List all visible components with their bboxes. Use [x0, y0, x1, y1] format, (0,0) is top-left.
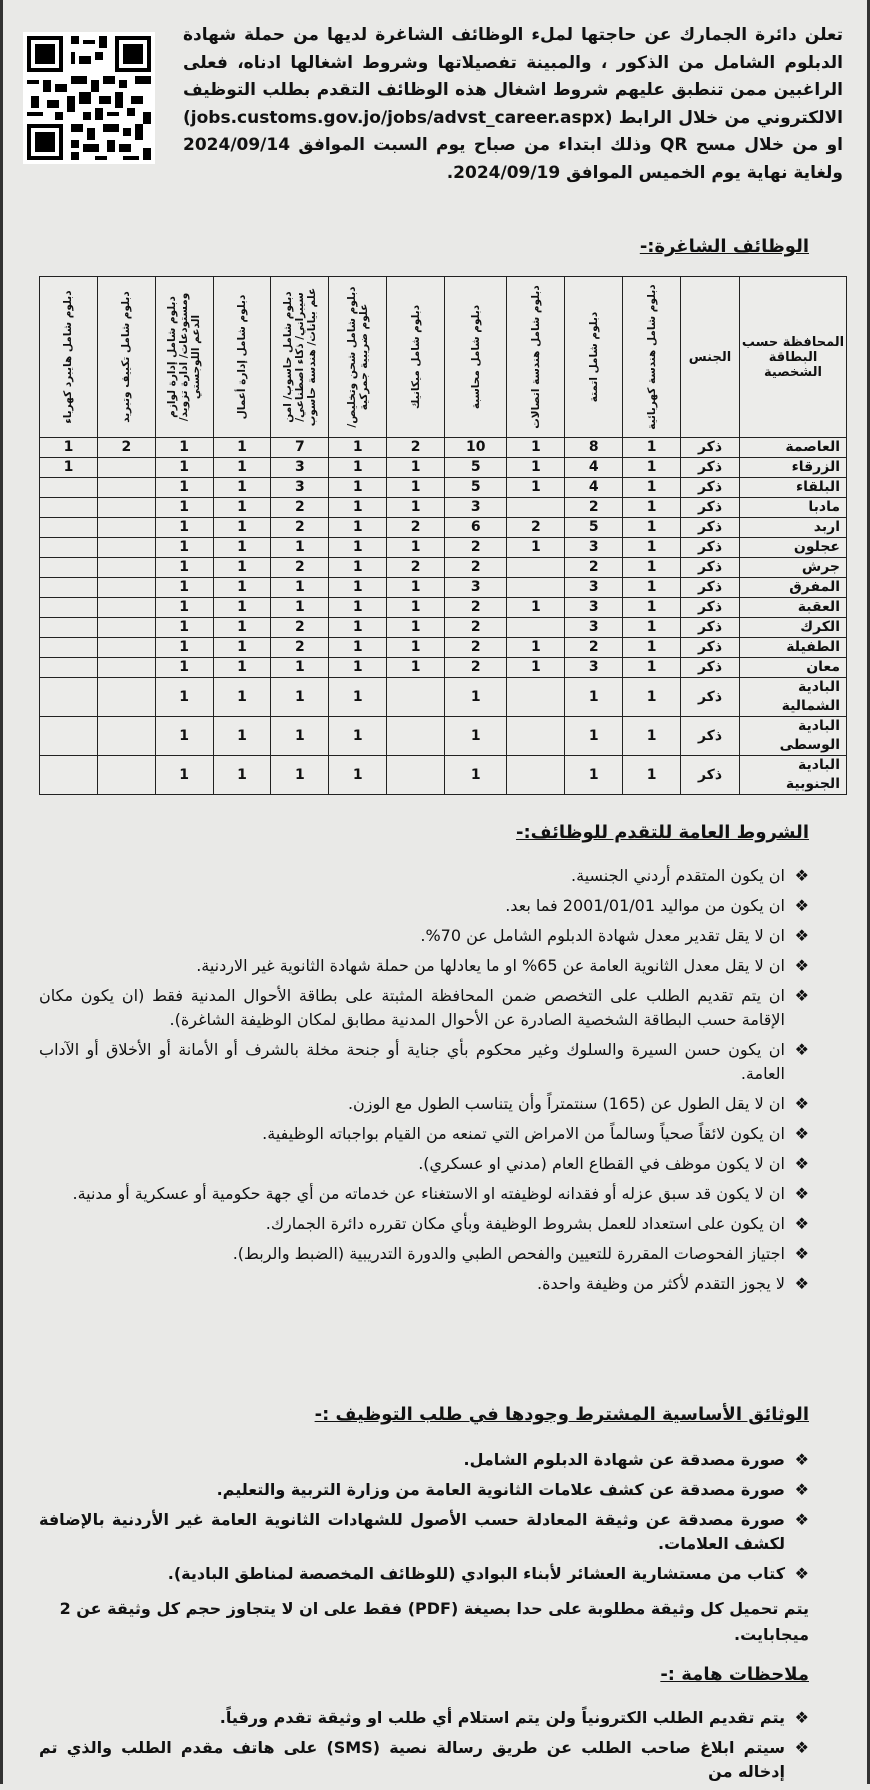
table-cell: 1: [623, 438, 681, 458]
table-cell: 1: [507, 458, 565, 478]
table-cell: 1: [271, 658, 329, 678]
bullet-icon: ❖: [794, 1040, 809, 1059]
table-cell: [507, 756, 565, 795]
table-cell: ذكر: [681, 658, 740, 678]
table-cell: 1: [271, 678, 329, 717]
notes-heading: ملاحظات هامة :-: [660, 1664, 809, 1685]
table-cell: [97, 678, 155, 717]
documents-list: [39, 1448, 809, 1592]
table-cell: 1: [40, 458, 98, 478]
bullet-icon: ❖: [794, 1184, 809, 1203]
table-cell: 1: [271, 756, 329, 795]
table-cell: 1: [329, 756, 387, 795]
table-cell: 1: [155, 558, 213, 578]
table-cell: [97, 518, 155, 538]
table-cell: 1: [623, 756, 681, 795]
table-cell: [40, 538, 98, 558]
table-cell: ذكر: [681, 756, 740, 795]
table-cell: 1: [271, 717, 329, 756]
table-cell: 1: [329, 478, 387, 498]
table-cell: 1: [155, 438, 213, 458]
table-cell: [97, 458, 155, 478]
table-cell: 2: [97, 438, 155, 458]
table-cell: 1: [387, 578, 445, 598]
table-header-cell: دبلوم شامل محاسبة: [445, 277, 507, 438]
table-cell: 2: [565, 558, 623, 578]
table-cell: 1: [213, 756, 271, 795]
table-cell: 1: [507, 538, 565, 558]
table-cell: 1: [623, 678, 681, 717]
table-cell: 1: [213, 558, 271, 578]
condition-item: ❖ لا يجوز التقدم لأكثر من وظيفة واحدة.: [39, 1272, 809, 1296]
table-cell: 2: [271, 498, 329, 518]
table-cell: 4: [565, 478, 623, 498]
bullet-icon: ❖: [794, 1214, 809, 1233]
bullet-icon: ❖: [794, 926, 809, 945]
table-cell: 1: [329, 678, 387, 717]
conditions-heading: الشروط العامة للتقدم للوظائف:-: [515, 822, 809, 843]
table-cell: 7: [271, 438, 329, 458]
table-cell: 3: [565, 658, 623, 678]
table-cell: [97, 578, 155, 598]
table-cell: 3: [565, 538, 623, 558]
table-cell: 2: [507, 518, 565, 538]
table-cell: 1: [329, 498, 387, 518]
table-cell: 1: [213, 458, 271, 478]
table-cell: 3: [565, 618, 623, 638]
bullet-icon: ❖: [794, 1480, 809, 1499]
table-cell: 3: [565, 598, 623, 618]
table-header-cell: دبلوم شامل حاسوب/ امن سيبراني/ ذكاء اصطناعي/ علم بيانات/ هندسة حاسوب: [271, 277, 329, 438]
table-cell: 1: [623, 658, 681, 678]
table-cell: 1: [507, 598, 565, 618]
table-header-cell: دبلوم شامل اتمتة: [565, 277, 623, 438]
table-cell: ذكر: [681, 478, 740, 498]
table-row: [40, 638, 847, 658]
table-cell: الكرك: [740, 618, 847, 638]
table-cell: 1: [387, 618, 445, 638]
table-cell: البادية الجنوبية: [740, 756, 847, 795]
table-cell: ذكر: [681, 578, 740, 598]
table-cell: ذكر: [681, 618, 740, 638]
table-cell: 3: [445, 578, 507, 598]
table-cell: البادية الوسطى: [740, 717, 847, 756]
table-cell: 1: [329, 618, 387, 638]
table-cell: 1: [565, 717, 623, 756]
table-cell: 5: [445, 478, 507, 498]
table-cell: 1: [155, 578, 213, 598]
bullet-icon: ❖: [794, 986, 809, 1005]
conditions-list: [39, 864, 809, 1302]
documents-note: يتم تحميل كل وثيقة مطلوبة على حدا بصيغة (PDF) فقط على ان لا يتجاوز حجم كل وثيقة عن 2 ميجابايت.: [59, 1599, 809, 1644]
table-cell: 1: [155, 478, 213, 498]
jobs-heading: الوظائف الشاغرة:-: [639, 236, 809, 257]
table-row: [40, 458, 847, 478]
table-cell: مادبا: [740, 498, 847, 518]
bullet-icon: ❖: [794, 1738, 809, 1757]
condition-item: ❖ ان يكون لائقاً صحياً وسالماً من الامراض التي تمنعه من القيام بواجباته الوظيفية.: [39, 1122, 809, 1146]
bullet-icon: ❖: [794, 1510, 809, 1529]
table-cell: 1: [155, 638, 213, 658]
table-cell: [507, 717, 565, 756]
table-cell: [97, 756, 155, 795]
table-cell: 1: [213, 498, 271, 518]
table-cell: 1: [623, 538, 681, 558]
table-header-cell: دبلوم شامل هندسة كهربائية: [623, 277, 681, 438]
table-cell: 2: [271, 638, 329, 658]
table-cell: 2: [387, 438, 445, 458]
table-header-cell: الجنس: [681, 277, 740, 438]
intro-paragraph: تعلن دائرة الجمارك عن حاجتها لملء الوظائف الشاغرة لديها من حملة شهادة الدبلوم الشامل من الذكور ، والمبينة تفصيلاتها وشروط اشغالها ادناه، فعلى الراغبين ممن تنطبق عليهم شروط اشغال هذه الوظائف التقدم بطلب التوظيف الالكتروني من خلال الرابط (jobs.customs.gov.jo/jobs/advst_career.aspx) او من خلال مسح QR وذلك ابتداء من صباح يوم السبت الموافق 2024/09/14 ولغاية نهاية يوم الخميس الموافق 2024/09/19.: [183, 25, 843, 183]
condition-item: ❖ ان لا يكون قد سبق عزله أو فقدانه لوظيفته او الاستغناء عن خدماته من أي جهة حكومية أو عسكرية أو مدنية.: [39, 1182, 809, 1206]
table-cell: [97, 598, 155, 618]
table-cell: [97, 638, 155, 658]
table-cell: ذكر: [681, 558, 740, 578]
table-row: [40, 578, 847, 598]
table-cell: ذكر: [681, 717, 740, 756]
table-cell: 1: [565, 678, 623, 717]
table-cell: 1: [387, 538, 445, 558]
table-cell: [97, 478, 155, 498]
bullet-icon: ❖: [794, 896, 809, 915]
table-cell: [40, 498, 98, 518]
table-cell: العاصمة: [740, 438, 847, 458]
table-cell: 1: [213, 658, 271, 678]
condition-item: ❖ ان لا يقل تقدير معدل شهادة الدبلوم الشامل عن 70%.: [39, 924, 809, 948]
table-cell: ذكر: [681, 538, 740, 558]
table-row: [40, 558, 847, 578]
table-cell: 3: [271, 458, 329, 478]
table-cell: 1: [507, 638, 565, 658]
table-cell: 1: [213, 598, 271, 618]
table-cell: ذكر: [681, 438, 740, 458]
table-cell: 1: [213, 518, 271, 538]
table-cell: 2: [565, 498, 623, 518]
bullet-icon: ❖: [794, 1564, 809, 1583]
table-cell: 1: [623, 578, 681, 598]
note-item: ❖ يتم تقديم الطلب الكترونياً ولن يتم استلام أي طلب او وثيقة تقدم ورقياً.: [39, 1706, 809, 1730]
table-cell: ذكر: [681, 458, 740, 478]
table-cell: [40, 578, 98, 598]
table-cell: 1: [623, 498, 681, 518]
table-cell: [387, 756, 445, 795]
bullet-icon: ❖: [794, 1450, 809, 1469]
table-cell: الطفيلة: [740, 638, 847, 658]
table-cell: 1: [155, 498, 213, 518]
qr-code-icon[interactable]: [23, 32, 155, 164]
note-item: ❖ سيتم ابلاغ صاحب الطلب عن طريق رسالة نصية (SMS) على هاتف مقدم الطلب والذي تم إدخاله من: [39, 1738, 809, 1781]
table-cell: 1: [213, 717, 271, 756]
condition-item: ❖ ان لا يقل معدل الثانوية العامة عن 65% او ما يعادلها من حملة شهادة الثانوية غير الاردنية.: [39, 954, 809, 978]
table-cell: [97, 558, 155, 578]
table-cell: الزرقاء: [740, 458, 847, 478]
table-cell: 1: [387, 478, 445, 498]
table-cell: 1: [445, 717, 507, 756]
table-cell: 1: [155, 678, 213, 717]
table-cell: 2: [387, 558, 445, 578]
table-header-cell: دبلوم شامل إدارة لوازم ومستودعات/ ادارة تزويد/ الدعم اللوجستي: [155, 277, 213, 438]
table-cell: 2: [271, 558, 329, 578]
table-row: [40, 598, 847, 618]
table-row: [40, 658, 847, 678]
table-cell: [40, 518, 98, 538]
table-cell: [507, 678, 565, 717]
condition-item: ❖ ان يكون على استعداد للعمل بشروط الوظيفة وبأي مكان تقرره دائرة الجمارك.: [39, 1212, 809, 1236]
table-cell: [97, 717, 155, 756]
table-cell: [40, 618, 98, 638]
table-cell: 1: [213, 538, 271, 558]
table-header-cell: دبلوم شامل هايبرد كهرباء: [40, 277, 98, 438]
bullet-icon: ❖: [794, 956, 809, 975]
table-cell: 1: [387, 458, 445, 478]
table-header-cell: دبلوم شامل ميكانيك: [387, 277, 445, 438]
table-cell: 1: [623, 598, 681, 618]
table-cell: 2: [271, 518, 329, 538]
table-cell: 1: [387, 498, 445, 518]
table-header-cell: دبلوم شامل هندسة اتصالات: [507, 277, 565, 438]
table-cell: 1: [329, 438, 387, 458]
table-cell: 1: [445, 678, 507, 717]
table-cell: 1: [155, 518, 213, 538]
table-cell: 3: [271, 478, 329, 498]
table-cell: [40, 678, 98, 717]
table-cell: 1: [565, 756, 623, 795]
table-cell: 1: [623, 458, 681, 478]
bullet-icon: ❖: [794, 1244, 809, 1263]
condition-item: ❖ ان يتم تقديم الطلب على التخصص ضمن المحافظة المثبتة على بطاقة الأحوال المدنية فقط (ان يكون مكان الإقامة حسب البطاقة الشخصية الصادرة عن الأحوال المدنية مطابق لمكان الوظيفة الشاغرة).: [39, 986, 809, 1029]
table-cell: [97, 538, 155, 558]
table-cell: 2: [445, 598, 507, 618]
table-cell: 2: [271, 618, 329, 638]
table-cell: 2: [387, 518, 445, 538]
table-cell: 1: [507, 438, 565, 458]
table-row: [40, 538, 847, 558]
table-cell: 1: [40, 438, 98, 458]
table-cell: 1: [623, 558, 681, 578]
table-cell: [387, 678, 445, 717]
condition-item: ❖ ان لا يقل الطول عن (165) سنتمتراً وأن يتناسب الطول مع الوزن.: [39, 1092, 809, 1116]
table-cell: 1: [329, 558, 387, 578]
table-row: [40, 518, 847, 538]
document-item: ❖ كتاب من مستشارية العشائر لأبناء البوادي (للوظائف المخصصة لمناطق البادية).: [39, 1562, 809, 1586]
table-cell: [40, 717, 98, 756]
table-cell: 1: [271, 538, 329, 558]
bullet-icon: ❖: [794, 1124, 809, 1143]
table-cell: 1: [213, 438, 271, 458]
table-cell: العقبة: [740, 598, 847, 618]
table-cell: [40, 756, 98, 795]
table-cell: 1: [213, 578, 271, 598]
table-cell: 1: [329, 638, 387, 658]
table-cell: 1: [155, 458, 213, 478]
table-row: [40, 618, 847, 638]
table-cell: 1: [623, 518, 681, 538]
table-cell: 1: [329, 578, 387, 598]
table-header-cell: المحافظة حسب البطاقة الشخصية: [740, 277, 847, 438]
table-cell: 1: [623, 717, 681, 756]
table-cell: 5: [565, 518, 623, 538]
table-cell: ذكر: [681, 638, 740, 658]
table-cell: 1: [155, 717, 213, 756]
table-cell: 1: [387, 638, 445, 658]
table-cell: [40, 598, 98, 618]
table-row: [40, 438, 847, 458]
table-cell: 10: [445, 438, 507, 458]
table-row: [40, 478, 847, 498]
table-cell: 1: [623, 638, 681, 658]
table-cell: 1: [155, 598, 213, 618]
table-cell: ذكر: [681, 498, 740, 518]
table-cell: [40, 638, 98, 658]
table-cell: 1: [213, 678, 271, 717]
table-cell: [97, 618, 155, 638]
table-header-cell: دبلوم شامل شحن وتخليص/ علوم ضريبية جمركية: [329, 277, 387, 438]
bullet-icon: ❖: [794, 1274, 809, 1293]
table-cell: [507, 498, 565, 518]
table-cell: البلقاء: [740, 478, 847, 498]
table-cell: 1: [329, 538, 387, 558]
table-cell: 1: [155, 658, 213, 678]
table-cell: 1: [623, 618, 681, 638]
table-cell: 1: [445, 756, 507, 795]
table-cell: [97, 658, 155, 678]
table-cell: 2: [445, 638, 507, 658]
bullet-icon: ❖: [794, 1094, 809, 1113]
table-cell: [97, 498, 155, 518]
table-cell: 4: [565, 458, 623, 478]
table-row: [40, 678, 847, 717]
table-cell: 1: [329, 458, 387, 478]
table-cell: 1: [329, 518, 387, 538]
table-row: [40, 498, 847, 518]
table-row: [40, 756, 847, 795]
table-cell: 3: [565, 578, 623, 598]
table-cell: 2: [445, 538, 507, 558]
table-cell: 1: [329, 658, 387, 678]
table-cell: 1: [155, 756, 213, 795]
table-cell: المفرق: [740, 578, 847, 598]
document-item: ❖ صورة مصدقة عن شهادة الدبلوم الشامل.: [39, 1448, 809, 1472]
table-cell: [40, 558, 98, 578]
table-cell: 2: [445, 618, 507, 638]
table-cell: ذكر: [681, 518, 740, 538]
table-cell: اربد: [740, 518, 847, 538]
notes-list: [39, 1706, 809, 1790]
table-header-cell: دبلوم شامل تكييف وتبريد: [97, 277, 155, 438]
table-cell: 1: [623, 478, 681, 498]
table-header-cell: دبلوم شامل إدارة أعمال: [213, 277, 271, 438]
table-cell: 1: [155, 618, 213, 638]
table-cell: 1: [271, 598, 329, 618]
condition-item: ❖ ان يكون حسن السيرة والسلوك وغير محكوم بأي جناية أو جنحة مخلة بالشرف أو الأمانة أو الأخلاق أو الآداب العامة.: [39, 1040, 809, 1083]
bullet-icon: ❖: [794, 866, 809, 885]
table-cell: جرش: [740, 558, 847, 578]
document-item: ❖ صورة مصدقة عن وثيقة المعادلة حسب الأصول للشهادات الثانوية العامة غير الأردنية بالإضافة لكشف العلامات.: [39, 1510, 809, 1553]
condition-item: ❖ ان يكون المتقدم أردني الجنسية.: [39, 864, 809, 888]
table-cell: 1: [329, 717, 387, 756]
table-cell: البادية الشمالية: [740, 678, 847, 717]
table-cell: 3: [445, 498, 507, 518]
table-cell: 1: [507, 478, 565, 498]
bullet-icon: ❖: [794, 1154, 809, 1173]
table-cell: 2: [445, 658, 507, 678]
table-cell: 1: [213, 618, 271, 638]
table-cell: عجلون: [740, 538, 847, 558]
condition-item: ❖ ان يكون من مواليد 2001/01/01 فما بعد.: [39, 894, 809, 918]
condition-item: ❖ ان لا يكون موظف في القطاع العام (مدني او عسكري).: [39, 1152, 809, 1176]
table-cell: 5: [445, 458, 507, 478]
table-cell: [40, 658, 98, 678]
table-cell: 1: [155, 538, 213, 558]
table-cell: 1: [387, 658, 445, 678]
table-cell: [507, 558, 565, 578]
table-cell: معان: [740, 658, 847, 678]
table-cell: [507, 618, 565, 638]
bullet-icon: ❖: [794, 1708, 809, 1727]
table-cell: 2: [445, 558, 507, 578]
table-cell: [40, 478, 98, 498]
table-cell: 8: [565, 438, 623, 458]
table-cell: 1: [213, 478, 271, 498]
vacancies-table: [39, 276, 847, 795]
document-item: ❖ صورة مصدقة عن كشف علامات الثانوية العامة من وزارة التربية والتعليم.: [39, 1478, 809, 1502]
table-cell: 1: [387, 598, 445, 618]
table-cell: 1: [213, 638, 271, 658]
table-cell: 6: [445, 518, 507, 538]
table-cell: [507, 578, 565, 598]
table-cell: ذكر: [681, 598, 740, 618]
table-cell: 1: [271, 578, 329, 598]
table-cell: 1: [329, 598, 387, 618]
documents-heading: الوثائق الأساسية المشترط وجودها في طلب التوظيف :-: [314, 1404, 809, 1425]
table-cell: 2: [565, 638, 623, 658]
condition-item: ❖ اجتياز الفحوصات المقررة للتعيين والفحص الطبي والدورة التدريبية (الضبط والربط).: [39, 1242, 809, 1266]
table-cell: 1: [507, 658, 565, 678]
table-row: [40, 717, 847, 756]
table-cell: [387, 717, 445, 756]
table-cell: ذكر: [681, 678, 740, 717]
